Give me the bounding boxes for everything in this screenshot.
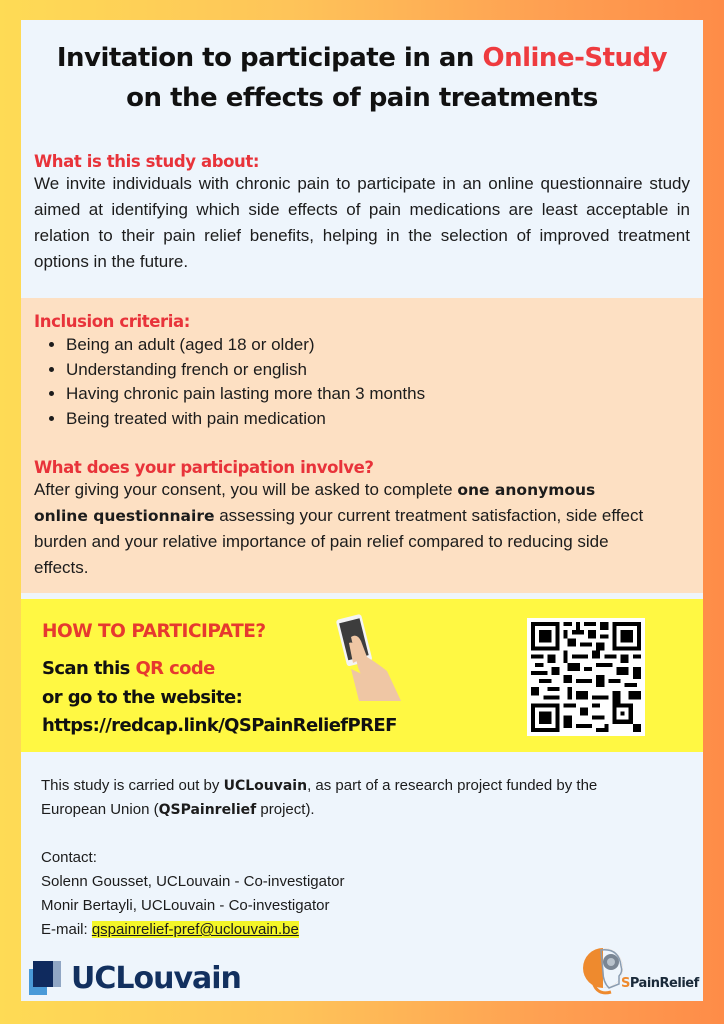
- uclouvain-mark-icon: [29, 961, 63, 995]
- about-heading: What is this study about:: [34, 152, 260, 171]
- about-block: [34, 152, 690, 275]
- funding-statement: This study is carried out by UCLouvain, as part of a research project funded by the European Union (QSPainrelief project).: [41, 777, 598, 818]
- qr-code[interactable]: [527, 618, 645, 736]
- involvement-block: [34, 458, 654, 581]
- intro-section: [21, 20, 703, 298]
- involvement-heading: What does your participation involve?: [34, 458, 374, 477]
- involvement-body: After giving your consent, you will be asked to complete one anonymous online questionnaire assessing your current treatment satisfaction, side effect burden and your relative importance of pain relief compared to reducing side effects.: [34, 480, 644, 577]
- criteria-list: [34, 333, 690, 431]
- qspainrelief-logo: [581, 942, 697, 998]
- hand-holding-phone-icon: [329, 609, 409, 701]
- criteria-item: • Having chronic pain lasting more than 3 months: [66, 382, 690, 407]
- email-link[interactable]: qspainrelief-pref@uclouvain.be: [91, 921, 299, 938]
- how-instructions: Scan this QR code or go to the website: https://redcap.link/QSPainReliefPREF: [42, 655, 397, 741]
- page-title: Invitation to participate in an Online-Study on the effects of pain treatments: [56, 43, 668, 113]
- about-body: We invite individuals with chronic pain to participate in an online questionnaire study aimed at identifying which side effects of pain medications are least acceptable in relation to their pain relief benefits, helping in the selection of improved treatment options in the future.: [34, 174, 690, 271]
- how-heading: HOW TO PARTICIPATE?: [42, 621, 266, 642]
- qspainrelief-wordmark: SPainRelief: [621, 976, 699, 991]
- criteria-item: • Understanding french or english: [66, 358, 690, 383]
- email-row: E-mail: qspainrelief-pref@uclouvain.be: [41, 921, 299, 938]
- title-highlight: Online-Study: [482, 43, 668, 73]
- how-to-participate-section: [21, 599, 703, 752]
- contact-item: Monir Bertayli, UCLouvain - Co-investigator: [41, 897, 330, 914]
- footer-section: [21, 752, 703, 1001]
- criteria-heading: Inclusion criteria:: [34, 312, 190, 331]
- study-url-link[interactable]: https://redcap.link/QSPainReliefPREF: [42, 715, 397, 736]
- footer-text: [41, 774, 661, 942]
- criteria-item: • Being an adult (aged 18 or older): [66, 333, 690, 358]
- contact-item: Solenn Gousset, UCLouvain - Co-investigator: [41, 873, 345, 890]
- poster: [21, 20, 703, 1001]
- criteria-block: [34, 312, 690, 431]
- uclouvain-logo: UCLouvain: [29, 960, 241, 996]
- criteria-section: [21, 298, 703, 593]
- criteria-item: • Being treated with pain medication: [66, 407, 690, 432]
- contact-label: Contact:: [41, 849, 97, 866]
